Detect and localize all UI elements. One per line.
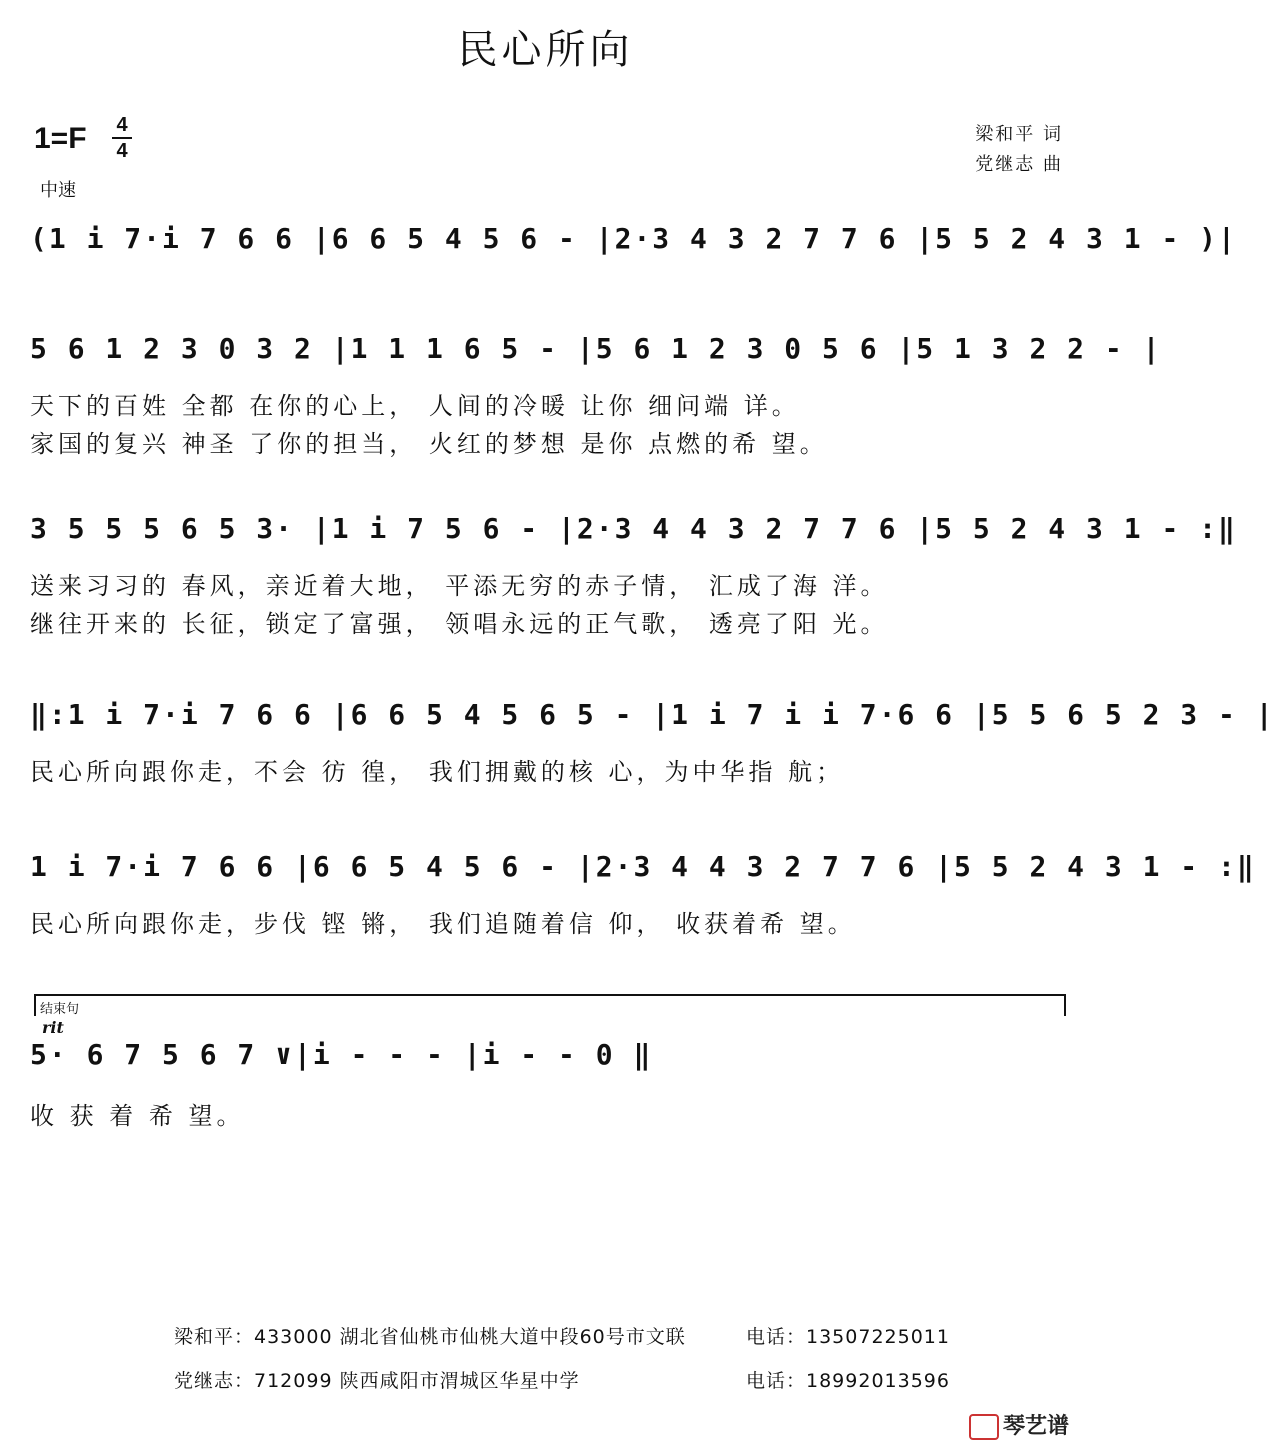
ending-bracket	[34, 994, 1066, 1016]
lyric-line-verse-2: 家国的复兴 神圣 了你的担当， 火红的梦想 是你 点燃的希 望。	[30, 430, 828, 458]
notation-line: 5· 6 7 5 6 7 ∨|i - - - |i - - 0 ‖	[30, 1038, 653, 1071]
footer-contact-2	[174, 1366, 950, 1393]
notation-line: ‖:1 i 7·i 7 6 6 |6 6 5 4 5 6 5 - |1 i 7 i i 7·6 6 |5 5 6 5 2 3 - |	[30, 698, 1275, 731]
lyric-line: 民心所向跟你走，不会 彷 徨， 我们拥戴的核 心，为中华指 航；	[30, 758, 845, 786]
time-signature	[112, 114, 132, 162]
lyric-line: 收 获 着 希 望。	[30, 1102, 245, 1130]
footer-contact-1	[174, 1322, 950, 1349]
lyric-line-verse-1: 天下的百姓 全都 在你的心上， 人间的冷暖 让你 细问端 详。	[30, 392, 800, 420]
site-logo	[969, 1409, 1069, 1440]
footer-phone: 电话：13507225011	[746, 1326, 950, 1348]
key-signature: 1=F	[34, 122, 87, 155]
lyricist-credit: 梁和平 词	[975, 124, 1063, 145]
tempo-marking: 中速	[40, 180, 76, 201]
footer-address: 党继志：712099 陕西咸阳市渭城区华星中学	[174, 1370, 580, 1392]
footer-phone: 电话：18992013596	[746, 1370, 950, 1392]
time-signature-top: 4	[116, 114, 128, 136]
lyric-line-verse-1: 送来习习的 春风，亲近着大地， 平添无穷的赤子情， 汇成了海 洋。	[30, 572, 889, 600]
page-title: 民心所向	[457, 27, 634, 73]
logo-text: 琴艺谱	[1002, 1414, 1069, 1439]
time-signature-bottom: 4	[116, 140, 128, 162]
rit-marking: rit	[42, 1018, 64, 1037]
notation-line: 1 i 7·i 7 6 6 |6 6 5 4 5 6 - |2·3 4 4 3 2 7 7 6 |5 5 2 4 3 1 - :‖	[30, 850, 1256, 883]
notation-line: (1 i 7·i 7 6 6 |6 6 5 4 5 6 - |2·3 4 3 2 7 7 6 |5 5 2 4 3 1 - )|	[30, 222, 1237, 255]
footer-address: 梁和平：433000 湖北省仙桃市仙桃大道中段60号市文联	[174, 1326, 686, 1348]
lyric-line-verse-2: 继往开来的 长征，锁定了富强， 领唱永远的正气歌， 透亮了阳 光。	[30, 610, 889, 638]
notation-line: 5 6 1 2 3 0 3 2 |1 1 1 6 5 - |5 6 1 2 3 0 5 6 |5 1 3 2 2 - |	[30, 332, 1162, 365]
logo-icon	[969, 1414, 999, 1440]
composer-credit: 党继志 曲	[975, 154, 1063, 175]
lyric-line: 民心所向跟你走，步伐 铿 锵， 我们追随着信 仰， 收获着希 望。	[30, 910, 856, 938]
credits	[975, 120, 1063, 180]
notation-line: 3 5 5 5 6 5 3· |1 i 7 5 6 - |2·3 4 4 3 2 7 7 6 |5 5 2 4 3 1 - :‖	[30, 512, 1237, 545]
ending-label: 结束句	[40, 1002, 80, 1017]
